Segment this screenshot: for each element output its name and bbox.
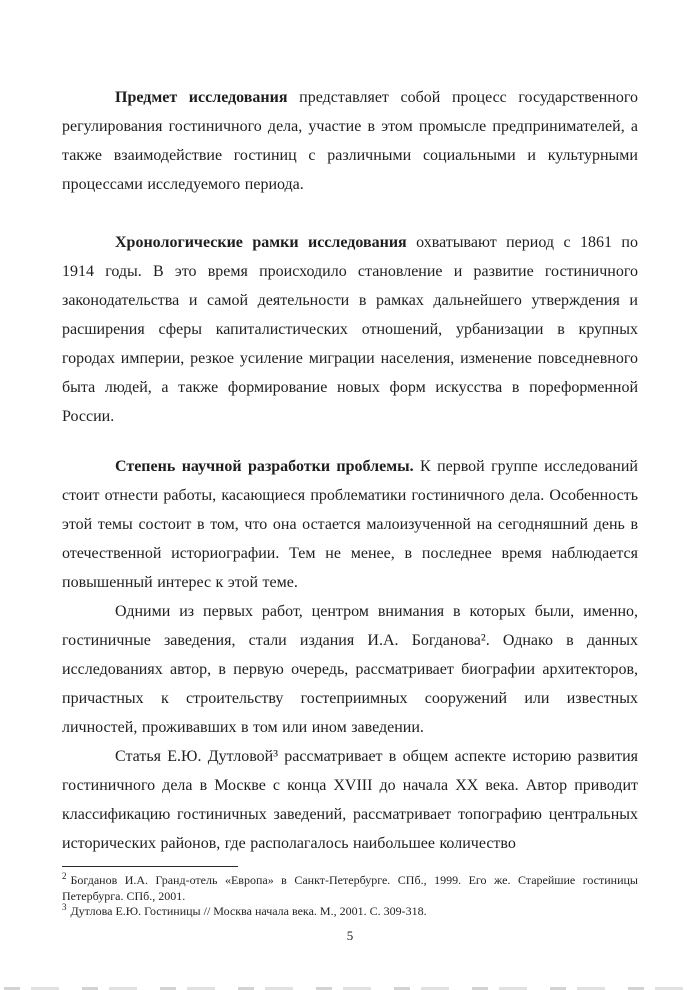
paragraph-text: Статья Е.Ю. Дутловой³ рассматривает в общем аспекте историю развития гостиничного дела в Москве с конца XVIII до начала XX века. Автор приводит классификацию гостиничных заведений, рассматривает топографию центральных исторических районов, где располагалось наибольшее количество (62, 748, 638, 852)
footnote-bogdanov (62, 873, 638, 904)
footnote-marker: 3 (62, 902, 67, 912)
footnote-area (62, 866, 638, 920)
paragraph-historiography (62, 452, 638, 597)
paragraph-text: Одними из первых работ, центром внимания в которых были, именно, гостиничные заведения, стали издания И.А. Богданова². Однако в данных исследованиях автор, в первую очередь, рассматривает биографии архитекторов, причастных к строительству гостеприимных сооружений или известных личностей, проживавших в том или ином заведении. (62, 603, 638, 736)
footnote-separator (62, 866, 238, 867)
paragraph-subject (62, 83, 638, 199)
paragraph-dutlova (62, 742, 638, 858)
footnote-text: Богданов И.А. Гранд-отель «Европа» в Санкт-Петербурге. СПб., 1999. Его же. Старейшие гостиницы Петербурга. СПб., 2001. (62, 873, 638, 903)
footnote-marker: 2 (62, 871, 67, 881)
bold-lead-chronology: Хронологические рамки исследования (115, 234, 407, 251)
page-body (62, 83, 638, 858)
page-number: 5 (346, 928, 354, 943)
paragraph-text: охватывают период с 1861 по 1914 годы. В это время происходило становление и развитие гостиничного законодательства и самой деятельности в рамках дальнейшего утверждения и расширения сферы капиталистических отношений, урбанизации в крупных городах империи, резкое усиление миграции населения, изменение повседневного быта людей, а также формирование новых форм искусства в пореформенной России. (62, 234, 638, 425)
paragraph-chronology (62, 228, 638, 431)
paragraph-bogdanov (62, 597, 638, 742)
paragraph-text: К первой группе исследований стоит отнести работы, касающиеся проблематики гостиничного дела. Особенность этой темы состоит в том, что она остается малоизученной на сегодняшний день в отечественной историографии. Тем не менее, в последнее время наблюдается повышенный интерес к этой теме. (62, 458, 638, 591)
footnote-text: Дутлова Е.Ю. Гостиницы // Москва начала века. М., 2001. С. 309-318. (70, 904, 427, 918)
footnote-dutlova (62, 904, 638, 920)
paragraph-text: представляет собой процесс государственного регулирования гостиничного дела, участие в этом промысле предпринимателей, а также взаимодействие гостиниц с различными социальными и культурными процессами исследуемого периода. (62, 89, 639, 193)
bold-lead-subject: Предмет исследования (115, 89, 288, 106)
bold-lead-historiography: Степень научной разработки проблемы. (115, 458, 414, 475)
